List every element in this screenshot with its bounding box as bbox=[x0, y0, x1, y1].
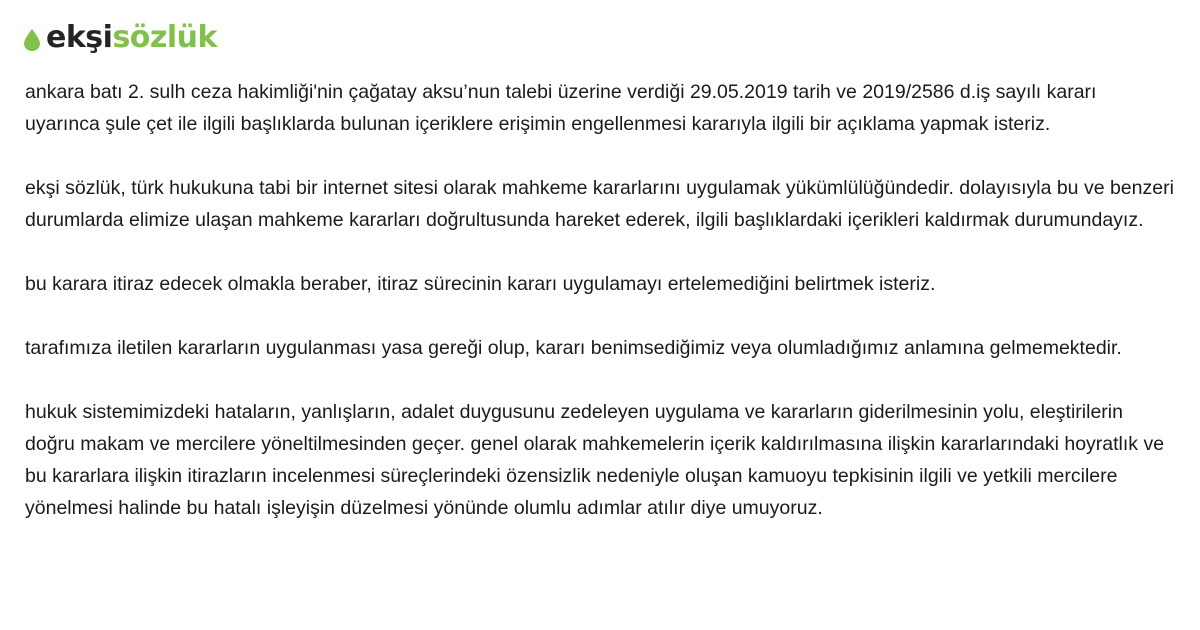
logo-text-eksi: ekşi bbox=[46, 20, 113, 55]
drop-icon bbox=[24, 29, 40, 51]
paragraph-criticism: hukuk sistemimizdeki hataların, yanlışların, adalet duygusunu zedeleyen uygulama ve kararların giderilmesinin yolu, eleştirilerin doğru makam ve mercilere yöneltilmesinden geçer. genel olarak mahkemelerin içerik kaldırılmasına ilişkin kararlarındaki hoyratlık ve bu kararlara ilişkin itirazların incelenmesi süreçlerindeki özensizlik nedeniyle oluşan kamuoyu tepkisinin ilgili ve yetkili mercilere yönelmesi halinde bu hatalı işleyişin düzelmesi yönünde olumlu adımlar atılır diye umuyoruz. bbox=[25, 401, 1165, 519]
site-header bbox=[24, 18, 217, 58]
logo-text-sozluk: sözlük bbox=[112, 20, 217, 55]
paragraph-objection: bu karara itiraz edecek olmakla beraber, itiraz sürecinin kararı uygulamayı ertelemediğini belirtmek isteriz. bbox=[25, 273, 936, 295]
site-logo bbox=[46, 20, 217, 55]
announcement-body bbox=[25, 76, 1175, 556]
logo-link[interactable] bbox=[24, 20, 217, 55]
paragraph-legal-obligation: ekşi sözlük, türk hukukuna tabi bir internet sitesi olarak mahkeme kararlarını uygulamak yükümlülüğündedir. dolayısıyla bu ve benzeri durumlarda elimize ulaşan mahkeme kararları doğrultusunda hareket ederek, ilgili başlıklardaki içerikleri kaldırmak durumundayız. bbox=[25, 177, 1174, 231]
paragraph-not-endorsement: tarafımıza iletilen kararların uygulanması yasa gereği olup, kararı benimsediğimiz veya olumladığımız anlamına gelmemektedir. bbox=[25, 337, 1122, 359]
paragraph-court-decision: ankara batı 2. sulh ceza hakimliği'nin çağatay aksu’nun talebi üzerine verdiği 29.05.2019 tarih ve 2019/2586 d.iş sayılı kararı uyarınca şule çet ile ilgili başlıklarda bulunan içeriklere erişimin engellenmesi kararıyla ilgili bir açıklama yapmak isteriz. bbox=[25, 81, 1097, 135]
